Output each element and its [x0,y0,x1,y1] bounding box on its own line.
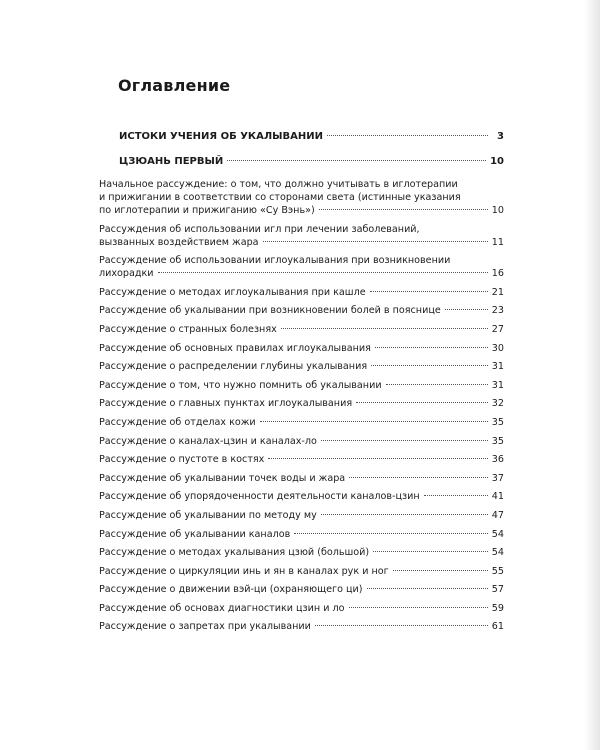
toc-page-number: 31 [491,379,504,391]
page-title: Оглавление [118,76,231,95]
toc-entry[interactable] [99,453,504,466]
toc-entry-title: вызванных воздействием жара [99,236,259,248]
toc-entry-title: Рассуждение о методах укалывания цзюй (большой) [99,547,370,559]
toc-entry-title: ИСТОКИ УЧЕНИЯ ОБ УКАЛЫВАНИИ [119,131,323,142]
toc-entry-line [99,286,504,299]
toc-page-number: 55 [491,565,504,577]
toc-entry-line [99,620,504,633]
toc-entry-line [119,155,504,168]
dot-leader [386,384,488,385]
toc-entry[interactable] [99,416,504,429]
dot-leader [281,328,488,329]
toc-entry[interactable] [99,509,504,522]
toc-page-number: 47 [491,509,504,521]
toc-entry-line [99,453,504,466]
dot-leader [263,241,488,242]
toc-entry[interactable] [99,254,504,280]
toc-page-number: 57 [491,584,504,596]
toc-page-number: 16 [491,268,504,280]
toc-entry-line [99,342,504,355]
toc-entry-line [99,360,504,373]
dot-leader [315,625,488,626]
toc-entry-line [99,509,504,522]
toc-entry-title: Рассуждение об основах диагностики цзин и ло [99,602,345,614]
toc-entry[interactable] [99,397,504,410]
dot-leader [294,533,488,534]
toc-entry-title: Рассуждение о движении вэй-ци (охраняющего ци) [99,584,363,596]
toc-entry[interactable] [99,342,504,355]
toc-entry-text-line: Рассуждение об использовании иглоукалывания при возникновении [99,255,451,267]
toc-entry[interactable] [99,304,504,317]
toc-page-number: 21 [491,286,504,298]
toc-page-number: 30 [491,342,504,354]
toc-entry[interactable] [99,472,504,485]
toc-page-number: 54 [491,528,504,540]
toc-entry-title: Рассуждение о методах иглоукалывания при кашле [99,286,366,298]
dot-leader [349,607,488,608]
toc-entry-line [99,602,504,615]
toc-page-number: 31 [491,361,504,373]
toc-entry-line [99,435,504,448]
toc-entry-line [99,583,504,596]
toc-entry[interactable] [99,602,504,615]
toc-entry-title: Рассуждение об укалывании каналов [99,528,291,540]
toc-entry-line [119,130,504,143]
toc-page-number: 35 [491,435,504,447]
toc-entry-title: Рассуждение о странных болезнях [99,323,277,335]
toc-page-number: 61 [491,621,504,633]
toc-entry-title: Рассуждение о пустоте в костях [99,454,265,466]
toc-page-number: 11 [491,236,504,248]
dot-leader [424,495,488,496]
dot-leader [321,440,488,441]
toc-entry-line [99,565,504,578]
toc-entry-title: по иглотерапии и прижиганию «Су Вэнь») [99,205,315,216]
toc-entry-line [99,416,504,429]
dot-leader [260,421,488,422]
table-of-contents [99,130,504,639]
toc-entry-title: Рассуждение о том, что нужно помнить об укалывании [99,379,382,391]
toc-entry-line [99,236,504,249]
dot-leader [356,402,488,403]
toc-entry-title: Рассуждение об основных правилах иглоукалывания [99,342,371,354]
toc-page-number: 36 [491,454,504,466]
toc-entry[interactable] [99,490,504,503]
toc-entry-line [99,397,504,410]
toc-entry[interactable] [99,178,504,217]
toc-entry-title: Рассуждение об укалывании по методу му [99,509,317,521]
toc-entry-text-line: Начальное рассуждение: о том, что должно учитывать в иглотерапии [99,179,458,190]
toc-entry[interactable] [99,286,504,299]
dot-leader [319,209,488,210]
toc-entry[interactable] [99,435,504,448]
toc-entry[interactable] [99,223,504,249]
toc-entry[interactable] [99,528,504,541]
toc-page-number: 10 [490,156,504,167]
toc-entry-title: Рассуждение о каналах-цзин и каналах-ло [99,435,317,447]
toc-page-number: 41 [491,491,504,503]
toc-section-entry[interactable] [99,155,504,168]
dot-leader [227,160,486,161]
toc-entry-line [99,490,504,503]
toc-page-number: 37 [491,472,504,484]
toc-entry-title: Рассуждение об упорядоченности деятельности каналов-цзин [99,491,420,503]
dot-leader [373,551,488,552]
toc-entry-title: Рассуждение о циркуляции инь и ян в каналах рук и ног [99,565,389,577]
toc-entry[interactable] [99,620,504,633]
toc-entry-line [99,304,504,317]
toc-entry-title: ЦЗЮАНЬ ПЕРВЫЙ [119,156,224,167]
toc-entry-title: Рассуждение о главных пунктах иглоукалывания [99,398,353,410]
dot-leader [321,514,488,515]
toc-page-number: 3 [497,131,504,142]
toc-page-number: 35 [491,416,504,428]
toc-page-number: 27 [491,323,504,335]
dot-leader [370,291,488,292]
toc-entry-line [99,472,504,485]
toc-entry-title: Рассуждение об отделах кожи [99,416,256,428]
dot-leader [375,347,488,348]
toc-entry[interactable] [99,565,504,578]
toc-entry-text-line: и прижигании в соответствии со сторонами света (истинные указания [99,192,461,203]
toc-entry-line [99,267,504,280]
toc-entry-title: Рассуждение об укалывании при возникновении болей в пояснице [99,305,441,317]
dot-leader [367,588,488,589]
toc-entry-line [99,528,504,541]
toc-page-number: 32 [491,398,504,410]
dot-leader [393,570,488,571]
toc-entry-text-line: Рассуждения об использовании игл при лечении заболеваний, [99,223,420,235]
toc-entry[interactable] [99,323,504,336]
toc-entry[interactable] [99,360,504,373]
dot-leader [327,135,488,136]
toc-entry-title: Рассуждение о запретах при укалывании [99,621,311,633]
toc-entry-title: Рассуждение о распределении глубины укалывания [99,361,368,373]
toc-entry-line [99,323,504,336]
toc-page-number: 54 [491,547,504,559]
toc-entry-line [99,546,504,559]
toc-entry-title: лихорадки [99,268,154,280]
toc-entry[interactable] [99,546,504,559]
dot-leader [371,365,488,366]
toc-entry[interactable] [99,583,504,596]
toc-entry-line [99,204,504,217]
toc-page-number: 10 [491,205,504,216]
dot-leader [268,458,487,459]
toc-entry-title: Рассуждение об укалывании точек воды и жара [99,472,346,484]
dot-leader [445,309,488,310]
toc-page-number: 59 [491,602,504,614]
toc-entry-line [99,379,504,392]
toc-entry[interactable] [99,379,504,392]
page-edge-shadow [584,0,600,750]
dot-leader [158,272,488,273]
toc-section-entry[interactable] [99,130,504,143]
toc-page-number: 23 [491,305,504,317]
dot-leader [349,477,488,478]
